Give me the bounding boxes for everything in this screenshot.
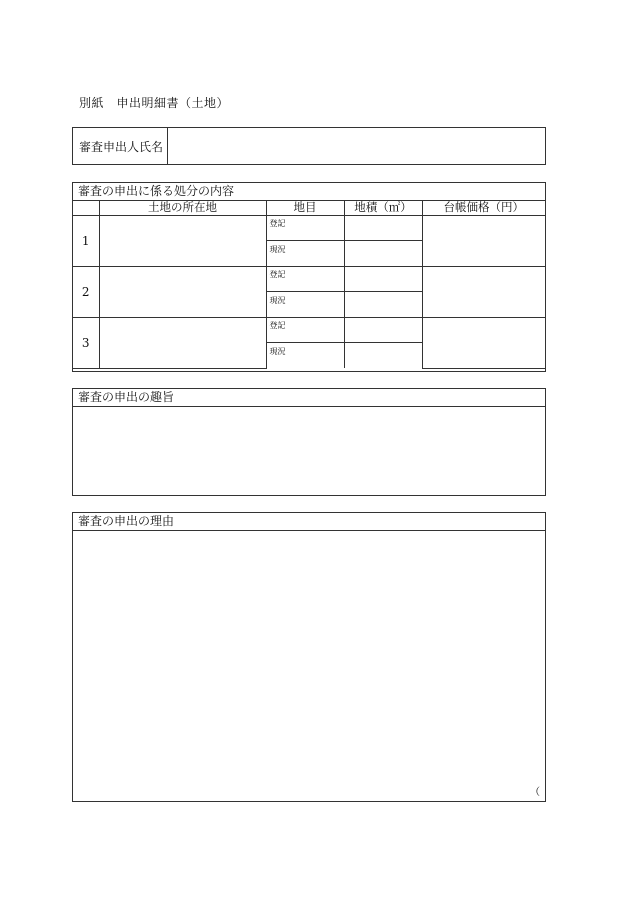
header-location: 土地の所在地 xyxy=(99,201,266,215)
current-label: 現況 xyxy=(269,295,286,305)
land-table-header xyxy=(73,201,545,215)
registered-area-cell[interactable] xyxy=(344,317,422,342)
purport-section xyxy=(72,388,546,496)
reason-field[interactable] xyxy=(73,531,545,797)
current-category-cell[interactable] xyxy=(266,342,344,368)
applicant-name-field[interactable] xyxy=(168,128,545,164)
purport-title: 審査の申出の趣旨 xyxy=(73,389,545,407)
current-category-cell[interactable] xyxy=(266,240,344,266)
header-ledger-price: 台帳価格（円） xyxy=(422,201,545,215)
page-title: 別紙 申出明細書（土地） xyxy=(79,96,230,110)
continuation-mark: （ xyxy=(530,787,540,798)
table-row xyxy=(73,317,545,342)
row-number: 1 xyxy=(73,215,99,266)
registered-category-cell[interactable] xyxy=(266,317,344,342)
ledger-price-cell[interactable] xyxy=(422,317,545,368)
registered-label: 登記 xyxy=(269,218,286,228)
registered-area-cell[interactable] xyxy=(344,215,422,240)
applicant-name-label: 審査申出人氏名 xyxy=(73,128,168,164)
location-cell[interactable] xyxy=(99,317,266,368)
registered-category-cell[interactable] xyxy=(266,215,344,240)
current-label: 現況 xyxy=(269,244,286,254)
current-label: 現況 xyxy=(269,346,286,356)
row-number: 2 xyxy=(73,266,99,317)
land-table xyxy=(73,201,545,369)
disposition-section xyxy=(72,182,546,372)
table-row xyxy=(73,215,545,240)
current-area-cell[interactable] xyxy=(344,342,422,368)
header-area: 地積（㎡） xyxy=(344,201,422,215)
reason-section xyxy=(72,512,546,802)
purport-field[interactable] xyxy=(73,407,545,495)
current-category-cell[interactable] xyxy=(266,291,344,317)
ledger-price-cell[interactable] xyxy=(422,215,545,266)
row-number: 3 xyxy=(73,317,99,368)
applicant-name-box xyxy=(72,127,546,165)
current-area-cell[interactable] xyxy=(344,291,422,317)
registered-area-cell[interactable] xyxy=(344,266,422,291)
registered-label: 登記 xyxy=(269,320,286,330)
ledger-price-cell[interactable] xyxy=(422,266,545,317)
current-area-cell[interactable] xyxy=(344,240,422,266)
table-row xyxy=(73,266,545,291)
reason-title: 審査の申出の理由 xyxy=(73,513,545,531)
location-cell[interactable] xyxy=(99,215,266,266)
header-land-category: 地目 xyxy=(266,201,344,215)
location-cell[interactable] xyxy=(99,266,266,317)
registered-label: 登記 xyxy=(269,269,286,279)
disposition-title: 審査の申出に係る処分の内容 xyxy=(73,183,545,201)
registered-category-cell[interactable] xyxy=(266,266,344,291)
header-number xyxy=(73,201,99,215)
